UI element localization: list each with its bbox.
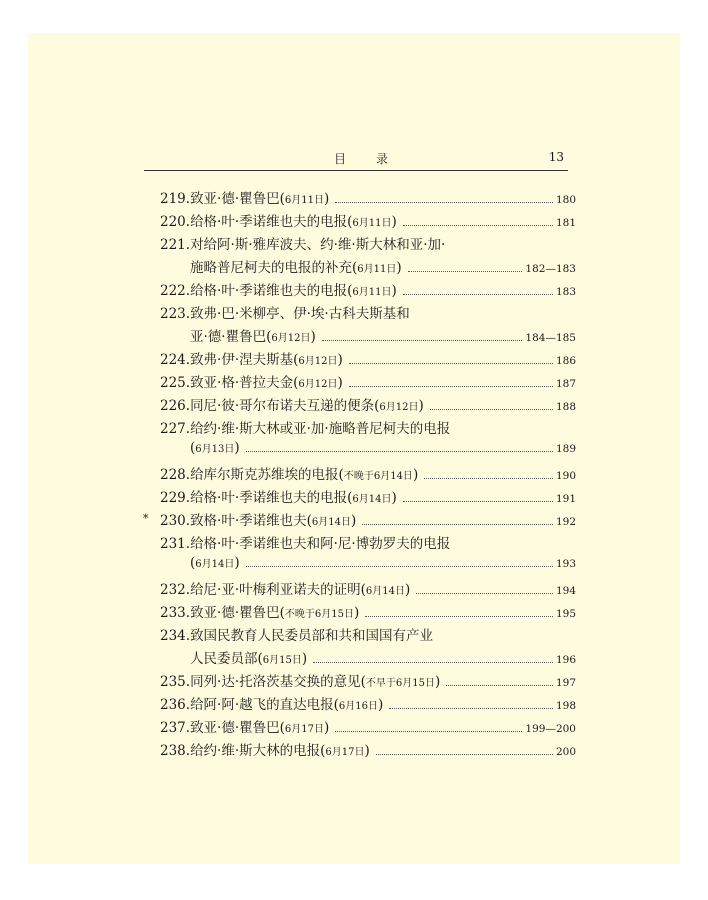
page-reference: 189 — [555, 443, 576, 455]
toc-entry — [160, 693, 576, 716]
toc-entry — [160, 601, 576, 624]
dot-leader — [403, 294, 553, 295]
closing-paren: ) — [234, 440, 240, 456]
toc-entry-line — [160, 739, 576, 762]
closing-paren: ) — [310, 329, 316, 345]
page-reference: 196 — [555, 654, 576, 666]
entry-date: 6月15日 — [262, 655, 302, 666]
entry-number: 224. — [160, 352, 191, 368]
entry-number: 221. — [160, 237, 191, 253]
entry-title: 施略普尼柯夫的电报的补充( — [190, 260, 358, 276]
page-reference: 190 — [555, 470, 576, 482]
entry-date: 不晚于6月15日 — [284, 609, 355, 620]
entry-date: 6月14日 — [365, 586, 406, 597]
dot-leader — [365, 616, 553, 617]
entry-title: 给尼·亚·叶梅利亚诺夫的证明( — [190, 582, 366, 598]
entry-number: 227. — [160, 421, 191, 437]
closing-paren: ) — [337, 352, 343, 368]
toc-entry — [160, 210, 576, 233]
entry-number: 230. — [160, 513, 191, 529]
entry-number: 225. — [160, 375, 191, 391]
page-reference: 192 — [555, 516, 576, 528]
page-header — [144, 150, 568, 171]
closing-paren: ) — [391, 283, 397, 299]
page-reference: 198 — [555, 700, 576, 712]
closing-paren: ) — [391, 214, 397, 230]
entry-number: 236. — [160, 697, 191, 713]
page-reference: 181 — [555, 217, 576, 229]
closing-paren: ) — [351, 513, 357, 529]
entry-number: 219. — [160, 191, 191, 207]
dot-leader — [389, 708, 553, 709]
toc-entry-line — [160, 210, 576, 233]
entry-title: ( — [190, 440, 196, 456]
toc-entry — [160, 670, 576, 693]
closing-paren: ) — [324, 191, 330, 207]
dot-leader — [313, 662, 553, 663]
entry-date: 6月14日 — [311, 517, 352, 528]
closing-paren: ) — [412, 467, 419, 483]
dot-leader — [416, 593, 553, 594]
entry-date: 6月11日 — [352, 287, 392, 298]
toc-entry — [160, 394, 576, 417]
entry-title: 给库尔斯克苏维埃的电报( — [190, 467, 344, 483]
closing-paren: ) — [337, 375, 343, 391]
entry-number: 229. — [160, 490, 191, 506]
closing-paren: ) — [405, 582, 411, 598]
toc-entry-line — [160, 417, 576, 440]
entry-date: 6月13日 — [195, 444, 235, 455]
entry-date: 6月12日 — [298, 356, 338, 367]
toc-entry-line — [160, 256, 576, 279]
entry-date: 6月14日 — [195, 559, 235, 570]
toc-entry-line — [160, 486, 576, 509]
toc-entry — [160, 233, 576, 279]
entry-date: 6月17日 — [325, 747, 365, 758]
toc-entry — [160, 739, 576, 762]
entry-title: 人民委员部( — [190, 651, 263, 667]
toc-entry-line — [160, 509, 576, 532]
page-reference: 194 — [555, 585, 576, 597]
entry-number: 220. — [160, 214, 191, 230]
entry-number: 235. — [160, 674, 191, 690]
entry-title: 给约·维·斯大林或亚·加·施略普尼柯夫的电报 — [190, 421, 451, 437]
entry-title: ( — [190, 555, 196, 571]
page-reference: 183 — [555, 286, 576, 298]
toc-entry-line — [160, 233, 576, 256]
toc-entry-line — [160, 325, 576, 348]
toc-entry — [160, 532, 576, 578]
toc-entry — [160, 463, 576, 486]
dot-leader — [408, 271, 523, 272]
page-reference: 199—200 — [525, 723, 576, 735]
entry-number: 237. — [160, 720, 191, 736]
toc-entry-line — [160, 670, 576, 693]
toc-entry-line — [160, 647, 576, 670]
page-reference: 182—183 — [525, 263, 576, 275]
entry-title: 致亚·格·普拉夫金( — [190, 375, 299, 391]
toc-entry-line — [160, 716, 576, 739]
toc-entry — [143, 509, 576, 532]
dot-leader — [424, 478, 553, 479]
page-reference: 187 — [555, 378, 576, 390]
closing-paren: ) — [234, 555, 240, 571]
entry-title: 给约·维·斯大林的电报( — [190, 743, 326, 759]
toc-entry-line — [160, 440, 576, 463]
dot-leader — [430, 409, 553, 410]
toc-entry-line — [160, 693, 576, 716]
entry-title: 致格·叶·季诺维也夫( — [190, 513, 312, 529]
header-title: 目录 — [334, 152, 419, 166]
page-reference: 188 — [555, 401, 576, 413]
page-reference: 180 — [555, 194, 576, 206]
entry-title: 给格·叶·季诺维也夫的电报( — [190, 490, 353, 506]
entry-title: 给格·叶·季诺维也夫和阿·尼·博勃罗夫的电报 — [190, 536, 451, 552]
entry-title: 致亚·德·瞿鲁巴( — [190, 605, 285, 621]
entry-title: 给格·叶·季诺维也夫的电报( — [190, 214, 353, 230]
dot-leader — [246, 566, 553, 567]
toc-entry-line — [160, 532, 576, 555]
toc-entry-line — [160, 279, 576, 302]
dot-leader — [246, 451, 553, 452]
dot-leader — [335, 202, 553, 203]
dot-leader — [362, 524, 553, 525]
entry-title: 给阿·阿·越飞的直达电报( — [190, 697, 339, 713]
header-page-number: 13 — [548, 150, 564, 164]
entry-title: 致弗·巴·米柳亭、伊·埃·古科夫斯基和 — [190, 306, 410, 322]
closing-paren: ) — [364, 743, 370, 759]
entry-title: 致亚·德·瞿鲁巴( — [190, 191, 285, 207]
toc-entry — [160, 371, 576, 394]
page-reference: 195 — [555, 608, 576, 620]
page-reference: 191 — [555, 493, 576, 505]
toc-entry — [160, 716, 576, 739]
asterisk-mark: * — [143, 512, 149, 525]
toc-entry — [160, 302, 576, 348]
closing-paren: ) — [378, 697, 384, 713]
closing-paren: ) — [418, 398, 424, 414]
toc-entry — [160, 187, 576, 210]
toc-entry-line — [160, 555, 576, 578]
entry-number: 238. — [160, 743, 191, 759]
dot-leader — [376, 754, 553, 755]
toc-entry-line — [160, 348, 576, 371]
page-reference: 197 — [555, 677, 576, 689]
dot-leader — [403, 225, 553, 226]
entry-title: 致亚·德·瞿鲁巴( — [190, 720, 285, 736]
toc-entry — [160, 417, 576, 463]
entry-date: 6月14日 — [352, 494, 392, 505]
entry-date: 6月11日 — [284, 195, 325, 206]
toc-entry-line — [160, 601, 576, 624]
closing-paren: ) — [391, 490, 397, 506]
page-reference: 200 — [555, 746, 576, 758]
dot-leader — [349, 363, 553, 364]
entry-number: 222. — [160, 283, 191, 299]
closing-paren: ) — [435, 674, 441, 690]
closing-paren: ) — [396, 260, 402, 276]
entry-date: 6月11日 — [352, 218, 392, 229]
entry-title: 给格·叶·季诺维也夫的电报( — [190, 283, 353, 299]
toc-entry-line — [160, 463, 576, 486]
toc-entry — [160, 578, 576, 601]
toc-entry-line — [160, 302, 576, 325]
entry-title: 亚·德·瞿鲁巴( — [190, 329, 272, 345]
dot-leader — [446, 685, 553, 686]
toc-entry-line — [160, 187, 576, 210]
entry-title: 同列·达·托洛茨基交换的意见( — [190, 674, 366, 690]
entry-date: 6月12日 — [271, 333, 311, 344]
page-reference: 184—185 — [525, 332, 576, 344]
entry-title: 致弗·伊·涅夫斯基( — [190, 352, 299, 368]
entry-number: 233. — [160, 605, 191, 621]
dot-leader — [349, 386, 553, 387]
closing-paren: ) — [301, 651, 308, 667]
entry-title: 致国民教育人民委员部和共和国国有产业 — [190, 628, 434, 644]
table-of-contents — [143, 187, 576, 762]
entry-number: 232. — [160, 582, 191, 598]
entry-date: 不晚于6月14日 — [343, 471, 413, 482]
entry-title: 对给阿·斯·雅库波夫、约·维·斯大林和亚·加· — [190, 237, 446, 253]
dot-leader — [335, 731, 522, 732]
entry-number: 234. — [160, 628, 191, 644]
entry-date: 6月12日 — [379, 402, 419, 413]
toc-entry-line — [160, 371, 576, 394]
entry-date: 6月12日 — [298, 379, 338, 390]
toc-entry-line — [160, 578, 576, 601]
entry-number: 231. — [160, 536, 191, 552]
page-reference: 193 — [555, 558, 576, 570]
dot-leader — [403, 501, 553, 502]
closing-paren: ) — [354, 605, 360, 621]
entry-number: 228. — [160, 467, 191, 483]
toc-entry — [160, 348, 576, 371]
toc-entry — [160, 279, 576, 302]
closing-paren: ) — [324, 720, 330, 736]
toc-entry — [160, 486, 576, 509]
toc-entry — [160, 624, 576, 670]
entry-number: 226. — [160, 398, 191, 414]
dot-leader — [322, 340, 523, 341]
entry-date: 6月17日 — [284, 724, 325, 735]
entry-date: 6月16日 — [338, 701, 379, 712]
entry-title: 同尼·彼·哥尔布诺夫互递的便条( — [190, 398, 380, 414]
entry-date: 不早于6月15日 — [365, 678, 436, 689]
toc-entry-line — [160, 394, 576, 417]
toc-entry-line — [160, 624, 576, 647]
entry-date: 6月11日 — [357, 264, 397, 275]
page-reference: 186 — [555, 355, 576, 367]
entry-number: 223. — [160, 306, 191, 322]
